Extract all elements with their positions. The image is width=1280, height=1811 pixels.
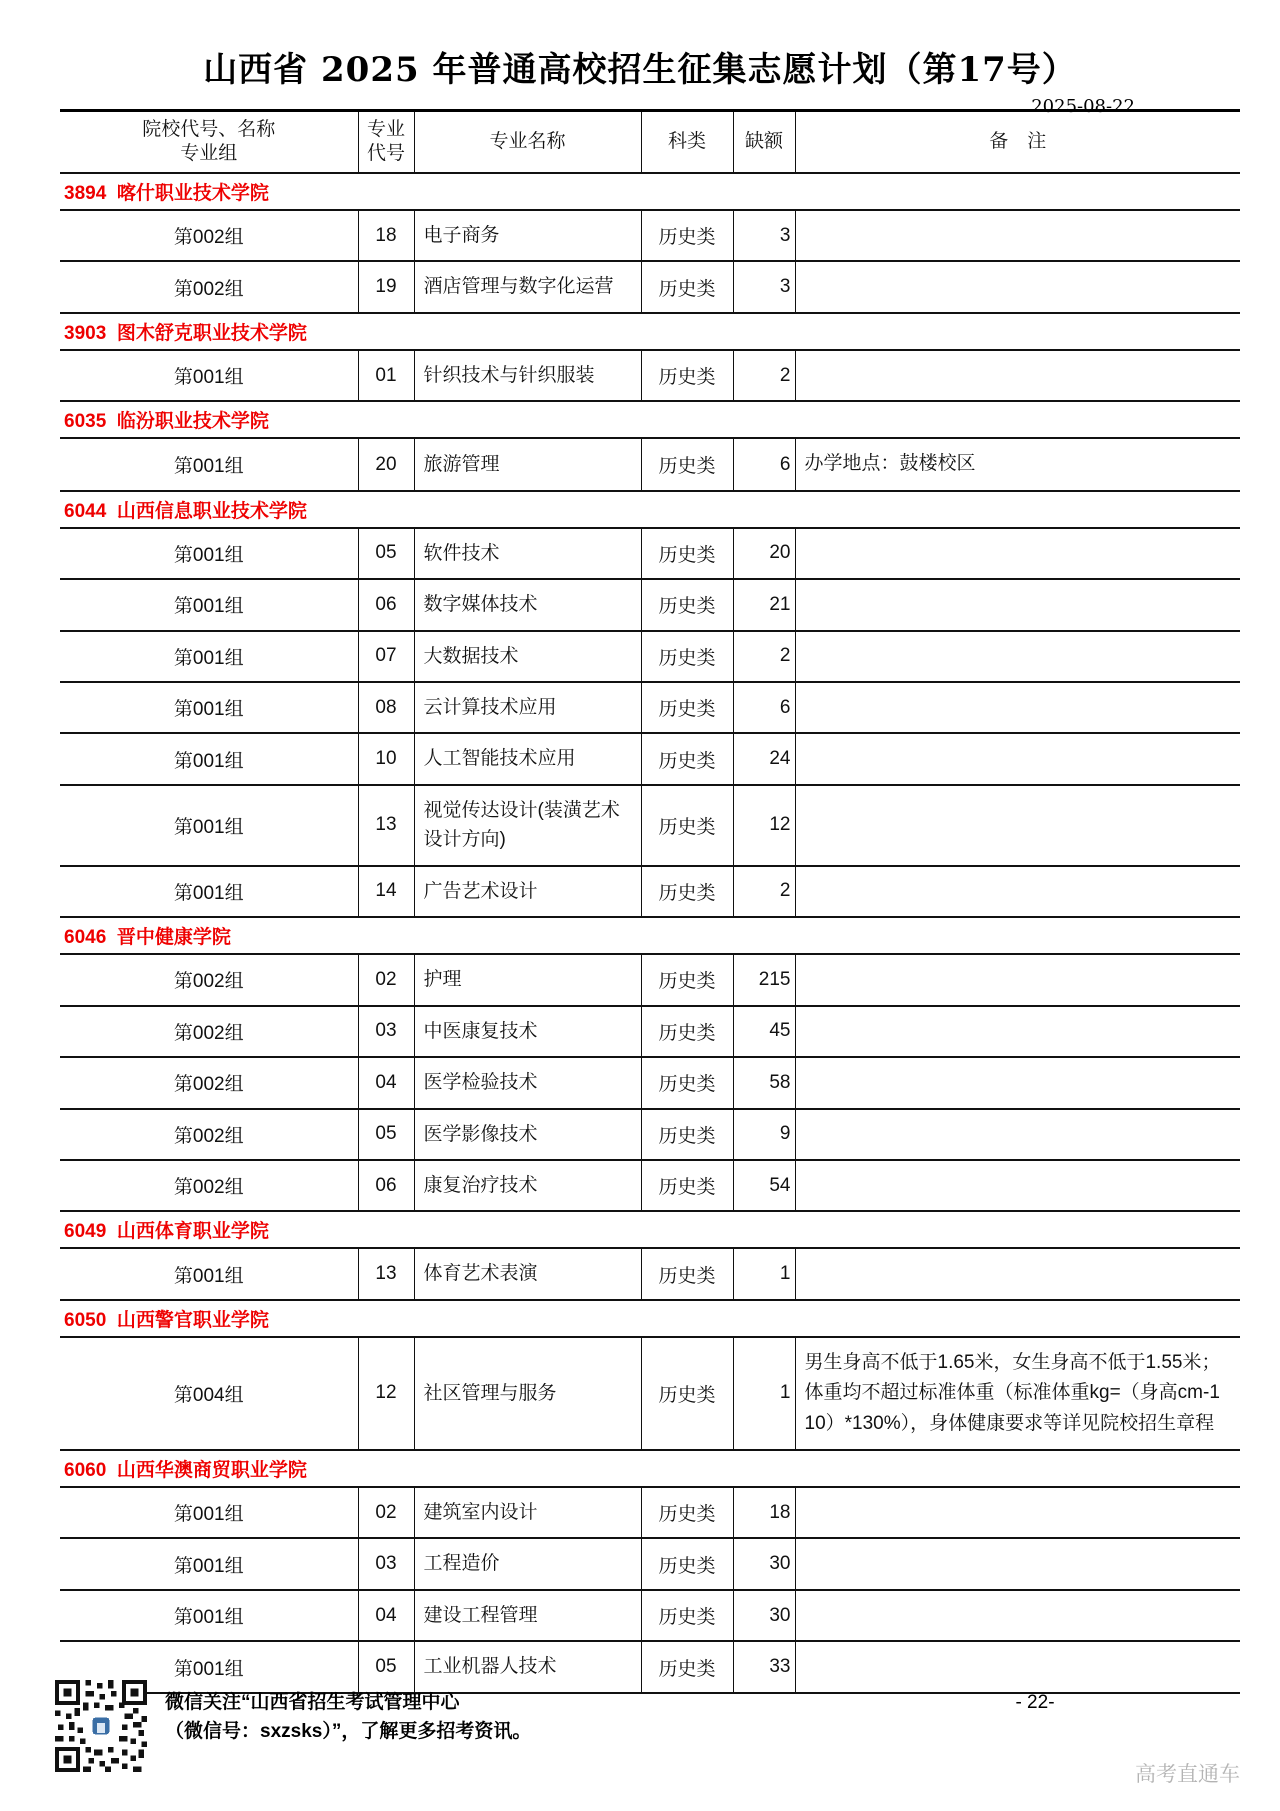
major-name-cell: 人工智能技术应用 xyxy=(414,733,641,784)
remark-cell xyxy=(795,1109,1240,1160)
vacancy-cell: 24 xyxy=(733,733,795,784)
major-code-cell: 02 xyxy=(358,954,414,1005)
group-cell: 第001组 xyxy=(60,1641,358,1692)
college-section-label xyxy=(60,313,1240,350)
major-row xyxy=(60,1487,1240,1538)
wechat-notice-line1: 微信关注“山西省招生考试管理中心 xyxy=(165,1692,460,1713)
major-row xyxy=(60,1160,1240,1211)
college-section-row xyxy=(60,491,1240,528)
subject-cell: 历史类 xyxy=(641,210,733,261)
subject-cell: 历史类 xyxy=(641,579,733,630)
major-code-cell: 08 xyxy=(358,682,414,733)
remark-cell xyxy=(795,261,1240,312)
subject-cell: 历史类 xyxy=(641,350,733,401)
subject-cell: 历史类 xyxy=(641,438,733,490)
college-code: 6049 xyxy=(64,1221,107,1243)
group-cell: 第001组 xyxy=(60,631,358,682)
major-name-cell: 社区管理与服务 xyxy=(414,1337,641,1450)
page-number: - 22- xyxy=(1015,1692,1055,1713)
remark-cell xyxy=(795,210,1240,261)
major-code-cell: 10 xyxy=(358,733,414,784)
group-cell: 第001组 xyxy=(60,1248,358,1299)
college-section-label xyxy=(60,1450,1240,1487)
subject-cell: 历史类 xyxy=(641,1006,733,1057)
major-row xyxy=(60,1590,1240,1641)
vacancy-cell: 20 xyxy=(733,528,795,579)
major-row xyxy=(60,785,1240,866)
subject-cell: 历史类 xyxy=(641,1487,733,1538)
watermark-label: 高考直通车 xyxy=(1135,1763,1240,1786)
college-section-row xyxy=(60,313,1240,350)
major-code-cell: 03 xyxy=(358,1006,414,1057)
major-name-cell: 护理 xyxy=(414,954,641,1005)
header-major-code-line1: 专业 xyxy=(366,119,405,141)
major-row xyxy=(60,210,1240,261)
vacancy-cell: 30 xyxy=(733,1590,795,1641)
college-name: 山西信息职业技术学院 xyxy=(116,500,307,522)
group-cell: 第001组 xyxy=(60,733,358,784)
subject-cell: 历史类 xyxy=(641,631,733,682)
major-name-cell: 工程造价 xyxy=(414,1538,641,1589)
header-major-code xyxy=(358,111,414,174)
major-code-cell: 18 xyxy=(358,210,414,261)
group-cell: 第002组 xyxy=(60,1109,358,1160)
major-code-cell: 14 xyxy=(358,866,414,917)
vacancy-cell: 2 xyxy=(733,866,795,917)
college-code: 6060 xyxy=(64,1460,107,1481)
major-row xyxy=(60,1248,1240,1299)
group-cell: 第001组 xyxy=(60,528,358,579)
college-section-label xyxy=(60,917,1240,954)
group-cell: 第001组 xyxy=(60,866,358,917)
major-name-cell: 广告艺术设计 xyxy=(414,866,641,917)
major-code-cell: 04 xyxy=(358,1590,414,1641)
subject-cell: 历史类 xyxy=(641,682,733,733)
header-major-name: 专业名称 xyxy=(414,111,641,174)
group-cell: 第001组 xyxy=(60,682,358,733)
major-row xyxy=(60,1109,1240,1160)
major-row xyxy=(60,261,1240,312)
vacancy-cell: 2 xyxy=(733,631,795,682)
subject-cell: 历史类 xyxy=(641,1337,733,1450)
subject-cell: 历史类 xyxy=(641,1160,733,1211)
subject-cell: 历史类 xyxy=(641,528,733,579)
admission-plan-table xyxy=(60,109,1240,1694)
major-row xyxy=(60,954,1240,1005)
remark-cell xyxy=(795,1248,1240,1299)
major-code-cell: 05 xyxy=(358,1109,414,1160)
subject-cell: 历史类 xyxy=(641,1641,733,1692)
major-name-cell: 视觉传达设计(装潢艺术设计方向) xyxy=(414,785,641,866)
major-row xyxy=(60,438,1240,490)
remark-cell: 男生身高不低于1.65米，女生身高不低于1.55米；体重均不超过标准体重（标准体重kg=（身高cm-110）*130%），身体健康要求等详见院校招生章程 xyxy=(795,1337,1240,1450)
vacancy-cell: 54 xyxy=(733,1160,795,1211)
college-section-row xyxy=(60,917,1240,954)
header-college-line1: 院校代号、名称 xyxy=(142,119,276,141)
major-row xyxy=(60,350,1240,401)
subject-cell: 历史类 xyxy=(641,1538,733,1589)
major-name-cell: 云计算技术应用 xyxy=(414,682,641,733)
vacancy-cell: 58 xyxy=(733,1057,795,1108)
major-row xyxy=(60,1337,1240,1450)
subject-cell: 历史类 xyxy=(641,866,733,917)
header-college-group xyxy=(60,111,358,174)
remark-cell xyxy=(795,866,1240,917)
subject-cell: 历史类 xyxy=(641,1109,733,1160)
page-title: 山西省 2025 年普通高校招生征集志愿计划（第17号） xyxy=(203,50,1077,90)
vacancy-cell: 3 xyxy=(733,261,795,312)
major-row xyxy=(60,866,1240,917)
remark-cell xyxy=(795,954,1240,1005)
college-name: 山西警官职业学院 xyxy=(116,1309,269,1331)
major-row xyxy=(60,528,1240,579)
major-row xyxy=(60,1538,1240,1589)
major-row xyxy=(60,1057,1240,1108)
remark-cell xyxy=(795,682,1240,733)
major-row xyxy=(60,682,1240,733)
college-section-label xyxy=(60,401,1240,438)
major-row xyxy=(60,579,1240,630)
college-name: 山西华澳商贸职业学院 xyxy=(116,1460,307,1481)
remark-cell xyxy=(795,1590,1240,1641)
subject-cell: 历史类 xyxy=(641,1248,733,1299)
college-code: 6035 xyxy=(64,411,107,433)
subject-cell: 历史类 xyxy=(641,1057,733,1108)
wechat-notice-line2: （微信号：sxzsks）”，了解更多招考资讯。 xyxy=(165,1721,532,1743)
remark-cell xyxy=(795,1006,1240,1057)
header-college-line2: 专业组 xyxy=(180,143,238,164)
subject-cell: 历史类 xyxy=(641,261,733,312)
vacancy-cell: 2 xyxy=(733,350,795,401)
major-row xyxy=(60,733,1240,784)
group-cell: 第001组 xyxy=(60,579,358,630)
major-name-cell: 建设工程管理 xyxy=(414,1590,641,1641)
college-code: 3894 xyxy=(64,183,107,204)
major-code-cell: 19 xyxy=(358,261,414,312)
remark-cell xyxy=(795,579,1240,630)
vacancy-cell: 30 xyxy=(733,1538,795,1589)
major-name-cell: 康复治疗技术 xyxy=(414,1160,641,1211)
college-code: 3903 xyxy=(64,322,107,344)
college-code: 6050 xyxy=(64,1309,107,1331)
group-cell: 第001组 xyxy=(60,1538,358,1589)
group-cell: 第002组 xyxy=(60,1006,358,1057)
major-name-cell: 建筑室内设计 xyxy=(414,1487,641,1538)
vacancy-cell: 18 xyxy=(733,1487,795,1538)
group-cell: 第002组 xyxy=(60,261,358,312)
major-name-cell: 软件技术 xyxy=(414,528,641,579)
major-code-cell: 13 xyxy=(358,785,414,866)
group-cell: 第001组 xyxy=(60,1590,358,1641)
remark-cell xyxy=(795,528,1240,579)
college-code: 6044 xyxy=(64,500,107,522)
group-cell: 第002组 xyxy=(60,1160,358,1211)
major-code-cell: 02 xyxy=(358,1487,414,1538)
major-name-cell: 酒店管理与数字化运营 xyxy=(414,261,641,312)
vacancy-cell: 6 xyxy=(733,438,795,490)
major-code-cell: 05 xyxy=(358,1641,414,1692)
vacancy-cell: 1 xyxy=(733,1248,795,1299)
major-code-cell: 03 xyxy=(358,1538,414,1589)
major-code-cell: 04 xyxy=(358,1057,414,1108)
header-subject: 科类 xyxy=(641,111,733,174)
major-code-cell: 13 xyxy=(358,1248,414,1299)
college-section-row xyxy=(60,401,1240,438)
remark-cell xyxy=(795,631,1240,682)
vacancy-cell: 6 xyxy=(733,682,795,733)
college-name: 喀什职业技术学院 xyxy=(116,183,269,204)
college-name: 临汾职业技术学院 xyxy=(116,411,269,433)
vacancy-cell: 215 xyxy=(733,954,795,1005)
major-code-cell: 05 xyxy=(358,528,414,579)
college-section-label xyxy=(60,173,1240,210)
group-cell: 第004组 xyxy=(60,1337,358,1450)
college-section-label xyxy=(60,1300,1240,1337)
remark-cell xyxy=(795,733,1240,784)
major-name-cell: 中医康复技术 xyxy=(414,1006,641,1057)
qr-code-icon xyxy=(55,1680,147,1772)
college-name: 图木舒克职业技术学院 xyxy=(116,322,307,344)
subject-cell: 历史类 xyxy=(641,1590,733,1641)
major-name-cell: 针织技术与针织服装 xyxy=(414,350,641,401)
major-code-cell: 12 xyxy=(358,1337,414,1450)
major-row xyxy=(60,1006,1240,1057)
group-cell: 第001组 xyxy=(60,438,358,490)
major-code-cell: 06 xyxy=(358,579,414,630)
group-cell: 第001组 xyxy=(60,785,358,866)
college-section-row xyxy=(60,1211,1240,1248)
wechat-notice xyxy=(165,1688,531,1747)
major-name-cell: 数字媒体技术 xyxy=(414,579,641,630)
header-major-code-line2: 代号 xyxy=(366,143,405,164)
group-cell: 第001组 xyxy=(60,350,358,401)
major-code-cell: 07 xyxy=(358,631,414,682)
college-section-row xyxy=(60,173,1240,210)
major-name-cell: 旅游管理 xyxy=(414,438,641,490)
major-name-cell: 工业机器人技术 xyxy=(414,1641,641,1692)
group-cell: 第002组 xyxy=(60,1057,358,1108)
table-header xyxy=(60,111,1240,174)
group-cell: 第002组 xyxy=(60,210,358,261)
vacancy-cell: 3 xyxy=(733,210,795,261)
vacancy-cell: 45 xyxy=(733,1006,795,1057)
publish-date: 2025-08-22 xyxy=(1031,96,1135,117)
college-name: 晋中健康学院 xyxy=(116,927,231,949)
group-cell: 第001组 xyxy=(60,1487,358,1538)
vacancy-cell: 1 xyxy=(733,1337,795,1450)
remark-cell xyxy=(795,1160,1240,1211)
subject-cell: 历史类 xyxy=(641,785,733,866)
vacancy-cell: 33 xyxy=(733,1641,795,1692)
major-name-cell: 医学检验技术 xyxy=(414,1057,641,1108)
remark-cell xyxy=(795,1487,1240,1538)
vacancy-cell: 9 xyxy=(733,1109,795,1160)
major-row xyxy=(60,631,1240,682)
major-code-cell: 01 xyxy=(358,350,414,401)
subject-cell: 历史类 xyxy=(641,954,733,1005)
subject-cell: 历史类 xyxy=(641,733,733,784)
header-remark: 备 注 xyxy=(795,111,1240,174)
college-section-label xyxy=(60,1211,1240,1248)
major-name-cell: 电子商务 xyxy=(414,210,641,261)
college-code: 6046 xyxy=(64,927,107,949)
college-name: 山西体育职业学院 xyxy=(116,1221,269,1243)
remark-cell xyxy=(795,1057,1240,1108)
page-footer xyxy=(55,1678,1235,1788)
group-cell: 第002组 xyxy=(60,954,358,1005)
remark-cell: 办学地点：鼓楼校区 xyxy=(795,438,1240,490)
major-name-cell: 医学影像技术 xyxy=(414,1109,641,1160)
vacancy-cell: 21 xyxy=(733,579,795,630)
remark-cell xyxy=(795,350,1240,401)
header-vacancy: 缺额 xyxy=(733,111,795,174)
major-name-cell: 体育艺术表演 xyxy=(414,1248,641,1299)
college-section-label xyxy=(60,491,1240,528)
vacancy-cell: 12 xyxy=(733,785,795,866)
college-section-row xyxy=(60,1300,1240,1337)
college-section-row xyxy=(60,1450,1240,1487)
major-code-cell: 06 xyxy=(358,1160,414,1211)
major-code-cell: 20 xyxy=(358,438,414,490)
remark-cell xyxy=(795,1538,1240,1589)
major-name-cell: 大数据技术 xyxy=(414,631,641,682)
remark-cell xyxy=(795,785,1240,866)
